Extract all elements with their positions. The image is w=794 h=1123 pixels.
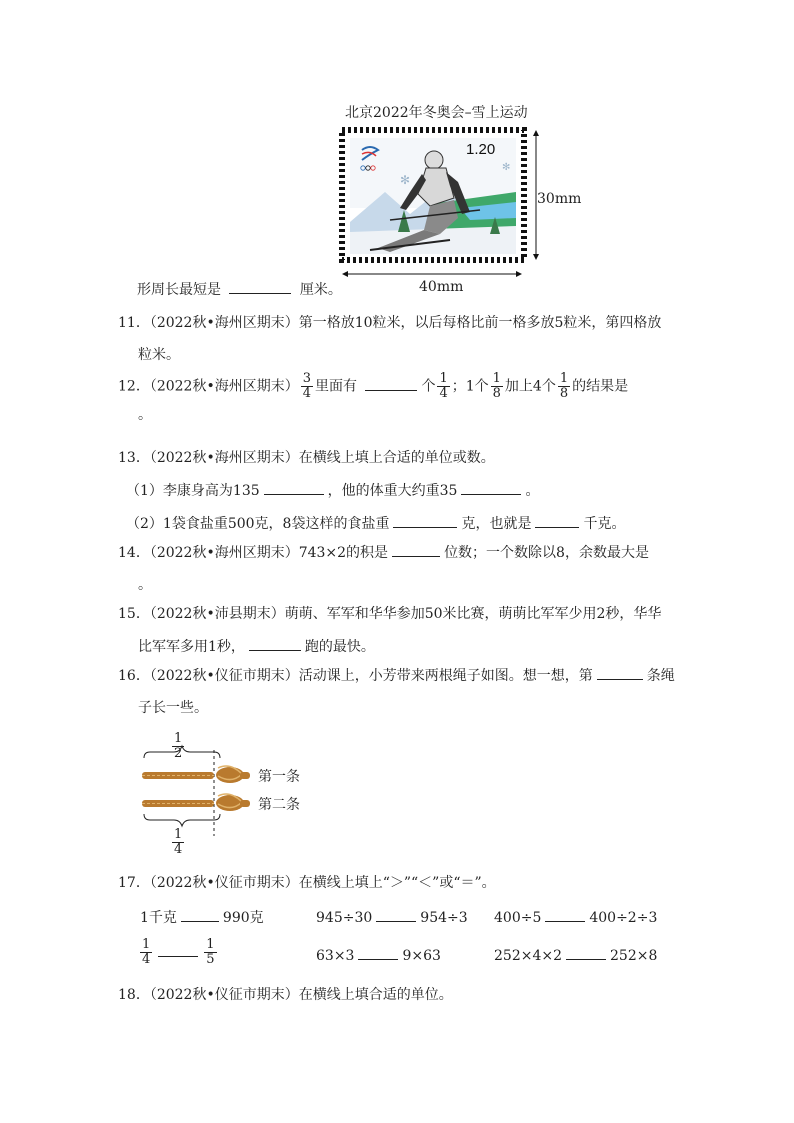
q17-row2-col1 — [138, 938, 219, 967]
question-11: 11．（2022秋•海州区期末）第一格放10粒米，以后每格比前一格多放5粒米，第四格放 粒米。 — [118, 315, 662, 363]
svg-text:✻: ✻ — [400, 173, 411, 187]
answer-blank[interactable] — [158, 942, 198, 957]
bottom-brace-fraction: $\frac{1}{4}$ — [174, 827, 183, 857]
answer-blank[interactable] — [535, 513, 579, 528]
answer-blank[interactable] — [249, 636, 301, 651]
question-18: 18．（2022秋•仪征市期末）在横线上填合适的单位。 — [118, 987, 453, 1003]
fraction: $\frac{1}{5}$ — [206, 937, 215, 967]
q10-tail: 形周长最短是 厘米。 — [137, 279, 342, 299]
svg-text:✻: ✻ — [502, 162, 511, 173]
answer-blank[interactable] — [597, 665, 643, 680]
fraction: $\frac{1}{8}$ — [559, 371, 569, 401]
rope-1-label: 第一条 — [258, 769, 300, 785]
answer-blank[interactable] — [376, 907, 416, 922]
q17-row1-col2: 945÷30 954÷3 — [316, 907, 468, 926]
question-16: 16．（2022秋•仪征市期末）活动课上，小芳带来两根绳子如图。想一想，第 条绳 子长一些。 — [118, 665, 698, 718]
stamp-price: 1.20 — [466, 141, 496, 158]
answer-blank[interactable] — [392, 542, 440, 557]
fraction: $\frac{1}{4}$ — [142, 937, 151, 967]
answer-blank[interactable] — [358, 945, 398, 960]
question-15: 15．（2022秋•沛县期末）萌萌、军军和华华参加50米比赛，萌萌比军军少用2秒，华华 比军军多用1秒， 跑的最快。 — [118, 606, 662, 655]
answer-blank[interactable] — [365, 376, 417, 391]
question-12: 12．（2022秋•海州区期末） $\frac{3}{4}$ 里面有 个 $\frac{1}{4}$ ；1个 $\frac{1}{8}$ 加上4个 $\frac{1}{8}$ 的结果是 。 — [118, 371, 629, 423]
stamp-width-label: 40mm — [419, 279, 464, 295]
question-14: 14．（2022秋•海州区期末）743×2的积是 位数；一个数除以8，余数最大是 。 — [118, 542, 698, 595]
answer-blank[interactable] — [461, 480, 521, 495]
question-17: 17．（2022秋•仪征市期末）在横线上填上“＞”“＜”或“＝”。 — [118, 875, 496, 891]
answer-blank[interactable] — [545, 907, 585, 922]
answer-blank[interactable] — [566, 945, 606, 960]
question-13: 13．（2022秋•海州区期末）在横线上填上合适的单位或数。 （1）李康身高为135 ，他的体重大约重35 。 （2）1袋食盐重500克，8袋这样的食盐重 克，也就是 千克。 — [118, 450, 626, 532]
stamp-title: 北京2022年冬奥会–雪上运动 — [345, 105, 528, 121]
q17-row1-col1: 1千克 990克 — [140, 907, 264, 927]
stamp-height-label: 30mm — [537, 191, 582, 207]
answer-blank[interactable] — [181, 907, 219, 922]
answer-blank[interactable] — [264, 480, 324, 495]
q17-row2-col3: 252×4×2 252×8 — [494, 945, 657, 964]
top-brace-fraction: $\frac{1}{2}$ — [174, 731, 183, 761]
q17-row1-col3: 400÷5 400÷2÷3 — [494, 907, 657, 926]
fraction: $\frac{3}{4}$ — [302, 371, 311, 401]
answer-blank[interactable] — [229, 279, 291, 294]
rope-2-label: 第二条 — [258, 797, 300, 813]
stamp-figure — [330, 122, 590, 302]
fraction: $\frac{1}{8}$ — [492, 371, 501, 401]
q17-row2-col2: 63×3 9×63 — [316, 945, 441, 964]
answer-blank[interactable] — [393, 513, 457, 528]
fraction: $\frac{1}{4}$ — [439, 371, 448, 401]
